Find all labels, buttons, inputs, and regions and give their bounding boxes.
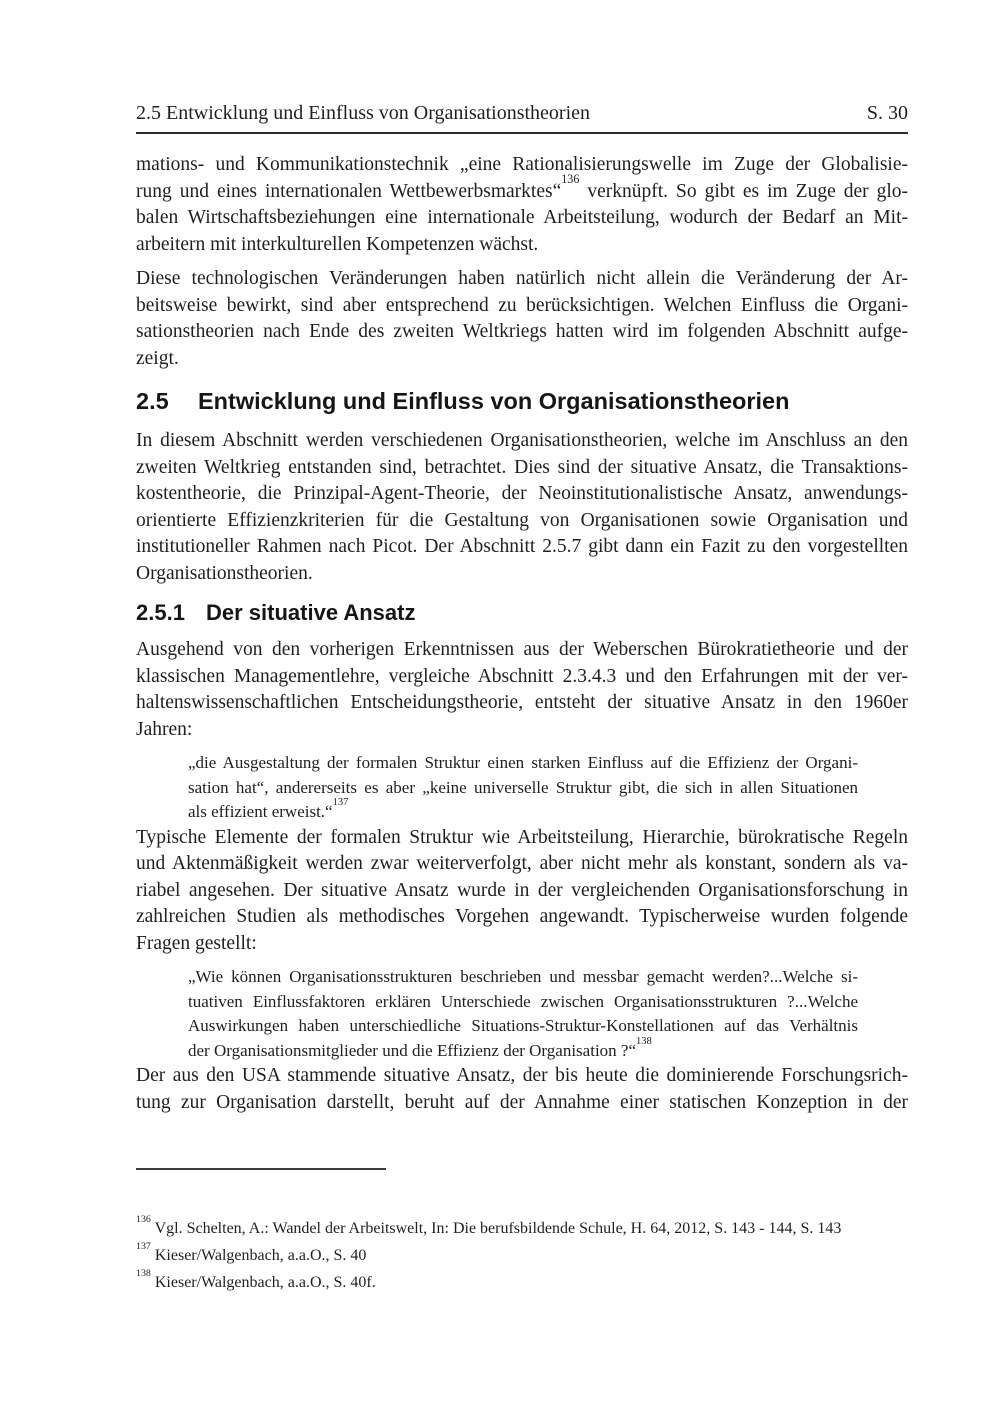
text-line <box>136 346 908 373</box>
text-segment: und Aktenmäßigkeit werden zwar weiterverfolgt, aber nicht mehr als konstant, sondern als va- <box>136 853 908 874</box>
header-section-title: 2.5 Entwicklung und Einfluss von Organisationstheorien <box>136 102 591 124</box>
text-line <box>136 172 908 206</box>
text-segment: klassischen Managementlehre, vergleiche Abschnitt 2.3.4.3 und den Erfahrungen mit der ver- <box>136 665 908 687</box>
text-segment: sationstheorien nach Ende des zweiten Weltkriegs hatten wird im folgenden Abschnitt aufge- <box>136 321 908 342</box>
paragraph <box>136 266 908 372</box>
text-line <box>136 152 908 179</box>
text-line <box>136 205 908 232</box>
text-segment: zeigt. <box>136 347 179 369</box>
paragraph <box>136 637 908 743</box>
text-line <box>136 266 908 293</box>
text-line <box>188 990 858 1015</box>
text-line <box>136 1090 908 1117</box>
text-segment: tuativen Einflussfaktoren erklären Unterschiede zwischen Organisationsstrukturen ?...Welche <box>188 991 858 1011</box>
text-line <box>136 825 908 852</box>
text-segment: Fragen gestellt: <box>136 932 257 954</box>
text-segment: haltenswissenschaftlichen Entscheidungstheorie, entsteht der situative Ansatz in den 1960er <box>136 692 908 713</box>
block-quote <box>136 965 908 1063</box>
footnote-number: 138 <box>136 1267 151 1279</box>
text-line <box>188 751 858 776</box>
text-segment: verknüpft. So gibt es im Zuge der glo- <box>579 180 908 202</box>
text-line <box>136 664 908 691</box>
text-segment: Ausgehend von den vorherigen Erkenntnissen aus der Weberschen Bürokratietheorie und der <box>136 639 908 660</box>
text-line <box>136 690 908 717</box>
text-line <box>188 776 858 801</box>
text-segment: In diesem Abschnitt werden verschiedenen Organisationstheorien, welche im Anschluss an den <box>136 430 908 451</box>
running-header <box>136 100 908 134</box>
text-segment: arbeitern mit interkulturellen Kompetenzen wächst. <box>136 233 539 255</box>
paragraph <box>136 152 908 258</box>
text-segment: „die Ausgestaltung der formalen Struktur einen starken Einfluss auf die Effizienz der Organi- <box>188 753 858 772</box>
footnote-item <box>136 1269 908 1296</box>
text-segment: zahlreichen Studien als methodisches Vorgehen angewandt. Typischerweise wurden folgende <box>136 906 908 927</box>
text-segment: der Organisationsmitglieder und die Effizienz der Organisation ?“ <box>188 1040 637 1060</box>
text-line <box>136 232 908 259</box>
footnote-number: 137 <box>136 1240 151 1252</box>
heading-title: Entwicklung und Einfluss von Organisationstheorien <box>198 388 790 414</box>
text-segment: Der aus den USA stammende situative Ansatz, der bis heute die dominierende Forschungsrich- <box>136 1065 908 1086</box>
footnote-separator-rule <box>136 1168 386 1170</box>
text-segment: Organisationstheorien. <box>136 562 313 584</box>
heading-number: 2.5 <box>136 388 169 414</box>
text-segment: zweiten Weltkrieg entstanden sind, betrachtet. Dies sind der situative Ansatz, die Transaktions- <box>136 456 908 478</box>
text-line <box>188 965 858 990</box>
text-segment: beitsweise bewirkt, sind aber entsprechend zu berücksichtigen. Welchen Einfluss die Organi- <box>136 294 908 316</box>
text-segment: als effizient erweist.“ <box>188 802 333 821</box>
text-line <box>188 797 858 825</box>
footnote-text: Vgl. Schelten, A.: Wandel der Arbeitswelt, In: Die berufsbildende Schule, H. 64, 2012, S. 143 - 144, S. 143 <box>154 1220 842 1237</box>
block-quote <box>136 751 908 825</box>
heading-title: Der situative Ansatz <box>206 600 416 625</box>
text-line <box>188 1035 858 1064</box>
paragraph <box>136 825 908 958</box>
footnote-reference: 138 <box>636 1035 652 1047</box>
text-segment: tung zur Organisation darstellt, beruht auf der Annahme einer statischen Konzeption in der <box>136 1091 908 1113</box>
footnote-number: 136 <box>136 1213 151 1225</box>
footnote-text: Kieser/Walgenbach, a.a.O., S. 40 <box>154 1247 367 1264</box>
document-body <box>136 152 908 1116</box>
text-segment: „Wie können Organisationsstrukturen beschrieben und messbar gemacht werden?...Welche si- <box>188 967 858 986</box>
paragraph <box>136 1063 908 1116</box>
text-segment: orientierte Effizienzkriterien für die Gestaltung von Organisationen sowie Organisation und <box>136 509 908 531</box>
footnote-reference: 137 <box>332 797 349 809</box>
text-segment: riabel angesehen. Der situative Ansatz wurde in der vergleichenden Organisationsforschung in <box>136 879 908 901</box>
section-heading <box>136 386 908 416</box>
text-line <box>136 428 908 455</box>
text-line <box>188 1014 858 1039</box>
text-segment: balen Wirtschaftsbeziehungen eine internationale Arbeitsteilung, wodurch der Bedarf an Mit- <box>136 207 908 228</box>
text-line <box>136 931 908 958</box>
footnote-item <box>136 1242 908 1269</box>
text-line <box>136 481 908 508</box>
text-segment: rung und eines internationalen Wettbewerbsmarktes“ <box>136 180 562 202</box>
heading-number: 2.5.1 <box>136 600 185 625</box>
footnotes-section <box>136 1215 908 1296</box>
text-line <box>136 534 908 561</box>
paragraph <box>136 428 908 587</box>
text-segment: Typische Elemente der formalen Struktur wie Arbeitsteilung, Hierarchie, bürokratische Regeln <box>136 826 908 848</box>
footnote-reference: 136 <box>561 172 580 187</box>
text-line <box>136 1063 908 1090</box>
text-line <box>136 717 908 744</box>
text-line <box>136 561 908 588</box>
text-line <box>136 455 908 482</box>
footnote-text: Kieser/Walgenbach, a.a.O., S. 40f. <box>154 1274 376 1291</box>
subsection-heading <box>136 599 908 627</box>
header-page-number: S. 30 <box>866 102 908 124</box>
text-line <box>136 319 908 346</box>
text-segment: institutioneller Rahmen nach Picot. Der Abschnitt 2.5.7 gibt dann ein Fazit zu den vorgestellten <box>136 536 908 557</box>
text-segment: Auswirkungen haben unterschiedliche Situations-Struktur-Konstellationen auf das Verhältnis <box>188 1016 858 1035</box>
text-line <box>136 851 908 878</box>
text-segment: sation hat“, andererseits es aber „keine universelle Struktur gibt, die sich in allen Situationen <box>188 777 858 797</box>
text-segment: mations- und Kommunikationstechnik „eine Rationalisierungswelle im Zuge der Globalisie- <box>136 154 908 175</box>
text-segment: Jahren: <box>136 718 193 740</box>
footnote-item <box>136 1215 908 1242</box>
text-segment: kostentheorie, die Prinzipal-Agent-Theorie, der Neoinstitutionalistische Ansatz, anwendungs- <box>136 483 908 504</box>
text-segment: Diese technologischen Veränderungen haben natürlich nicht allein die Veränderung der Ar- <box>136 268 908 289</box>
text-line <box>136 508 908 535</box>
text-line <box>136 904 908 931</box>
text-line <box>136 293 908 320</box>
text-line <box>136 637 908 664</box>
text-line <box>136 878 908 905</box>
